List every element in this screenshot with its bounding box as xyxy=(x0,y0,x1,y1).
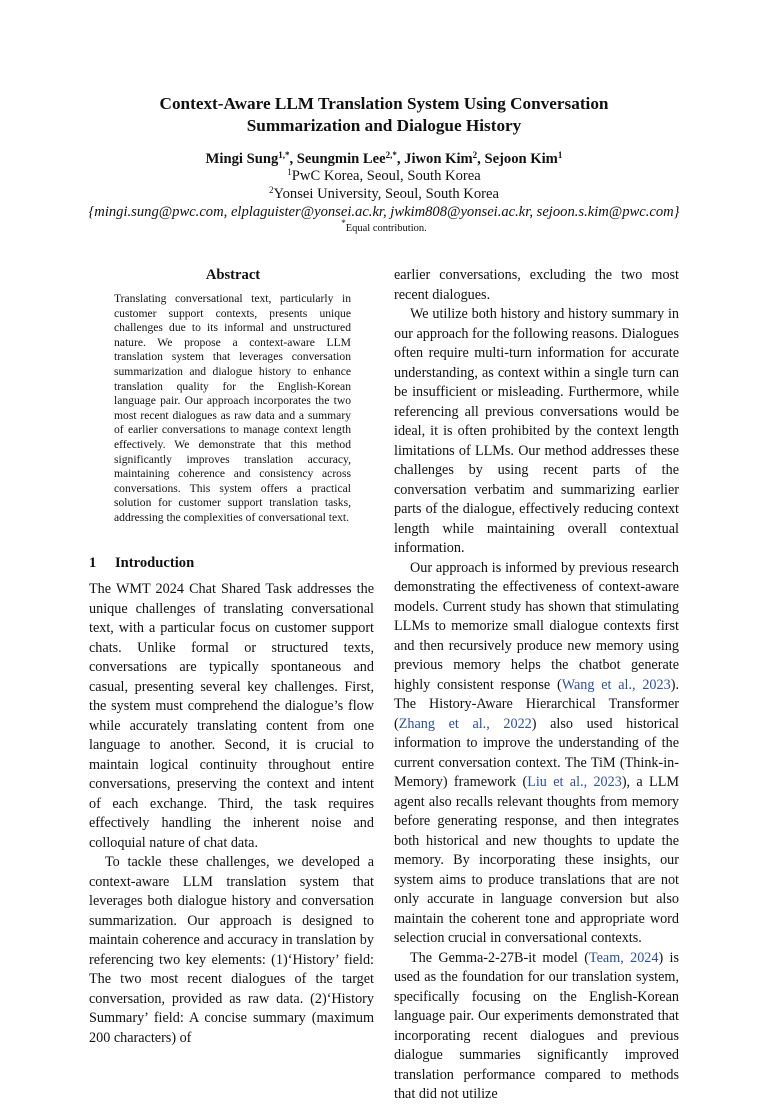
affiliation-1 xyxy=(0,167,768,185)
section-heading-introduction xyxy=(89,554,194,572)
abstract-heading: Abstract xyxy=(205,267,261,283)
intro-paragraph-1: The WMT 2024 Chat Shared Task addresses the unique challenges of translating conversational text, with a particular focus on customer support chats. Unlike formal or structured texts, conversations are typically spontaneous and casual, presenting several key challenges. First, the system must comprehend the dialogue’s flow while accurately translating content from one language to another. Second, it is crucial to maintain logical continuity throughout entire conversations, preserving the context and intent of each exchange. Third, the task requires effectively handling the inherent noise and colloquial nature of chat data. xyxy=(89,581,374,851)
author-list: Mingi Sung$^{1,*}$, Seungmin Lee$^{2,*}$, Jiwon Kim$^2$, Sejoon Kim$^1$ xyxy=(205,150,563,167)
affiliation-mark: 1 xyxy=(287,167,292,178)
citation-link[interactable]: Team, 2024 xyxy=(588,949,659,966)
title-line-2: Summarization and Dialogue History xyxy=(246,115,522,135)
left-column-body xyxy=(89,580,374,1048)
author-mark: 2 xyxy=(472,150,478,161)
paragraph-text: Our approach is informed by previous research demonstrating the effectiveness of context-aware models. Current study has shown that stimulating LLMs to memorize small dialogue contexts first and then recursively produce new memory using previous memory helps the chatbot generate highly consistent response ( xyxy=(394,559,679,693)
author-mark: 1 xyxy=(557,150,563,161)
paragraph-text: ) is used as the foundation for our translation system, specifically focusing on the English-Korean language pair. Our experiments demonstrated that incorporating recent dialogues and previous dialogue summaries significantly improved translation performance compared to methods that did not utilize xyxy=(394,949,679,1102)
affiliation-text: Yonsei University, Seoul, South Korea xyxy=(273,186,499,202)
paragraph-text: ). The History-Aware Hierarchical Transformer ( xyxy=(394,676,679,732)
note-mark: * xyxy=(341,218,346,229)
paragraph-text: The Gemma-2-27B-it model ( xyxy=(410,949,589,966)
author-mark: 2,* xyxy=(385,150,397,161)
title-line-1: Context-Aware LLM Translation System Using Conversation xyxy=(159,94,609,113)
paragraph-text: ), a LLM agent also recalls relevant thoughts from memory before generating response, and then integrates both historical and new thoughts to update the memory. By incorporating these insights, our system aims to produce translations that are not only accurate in language conversion but also maintain the coherent tone and appropriate word selection crucial in conversational contexts. xyxy=(394,774,679,946)
author-mark: 1,* xyxy=(278,150,290,161)
author-name: Seungmin Lee xyxy=(296,151,386,167)
intro-paragraph-2: To tackle these challenges, we developed a context-aware LLM translation system that leverages both dialogue history and conversation summarization. Our approach is designed to maintain coherence and accuracy in translation by referencing two key elements: (1)‘History’ field: The two most recent dialogues of the target conversation, provided as raw data. (2)‘History Summary’ field: A concise summary (maximum 200 characters) of xyxy=(89,854,374,1046)
affiliation-text: PwC Korea, Seoul, South Korea xyxy=(291,168,481,184)
affiliation-2 xyxy=(0,185,768,203)
right-paragraph-4 xyxy=(394,949,679,1105)
author-name: Sejoon Kim xyxy=(484,151,558,167)
citation-link[interactable]: Wang et al., 2023 xyxy=(561,676,671,693)
affiliation-mark: 2 xyxy=(269,185,274,196)
section-title: Introduction xyxy=(115,555,195,571)
paragraph-text: ) also used historical information to improve the understanding of the current conversation context. The TiM (Think-in-Memory) framework ( xyxy=(394,715,679,790)
note-text: Equal contribution. xyxy=(345,223,427,234)
right-paragraph-3 xyxy=(394,559,679,949)
right-column-body xyxy=(394,266,679,1105)
author-name: Jiwon Kim xyxy=(404,151,473,167)
citation-link[interactable]: Zhang et al., 2022 xyxy=(398,715,532,732)
section-number: 1 xyxy=(89,555,97,571)
author-emails: {mingi.sung@pwc.com, elplaguister@yonsei.ac.kr, jwkim808@yonsei.ac.kr, sejoon.s.kim@pwc.com} xyxy=(88,204,680,220)
abstract-text: Translating conversational text, particularly in customer support contexts, presents unique challenges due to its informal and unstructured nature. We propose a context-aware LLM translation system that leverages conversation summarization and dialogue history to enhance translation quality for the English-Korean language pair. Our approach incorporates the two most recent dialogues as raw data and a summary of earlier conversations to manage context length effectively. We demonstrate that this method significantly improves translation accuracy, maintaining coherence and consistency across conversations. This system offers a practical solution for customer support translation tasks, addressing the complexities of conversational text. xyxy=(114,292,351,524)
equal-contribution-note xyxy=(0,218,768,236)
citation-link[interactable]: Liu et al., 2023 xyxy=(527,774,622,790)
right-paragraph-1: earlier conversations, excluding the two most recent dialogues. xyxy=(394,267,679,303)
right-paragraph-2: We utilize both history and history summary in our approach for the following reasons. Dialogues often require multi-turn information for accurate understanding, as context within a single turn can be insufficient or misleading. Furthermore, while referencing all previous conversations would be ideal, it is often prohibited by the context length limitations of LLMs. Our method addresses these challenges by using recent parts of the conversation verbatim and summarizing earlier parts of the dialogue, effectively reducing context length while maintaining overall contextual information. xyxy=(394,306,679,556)
author-name: Mingi Sung xyxy=(205,151,279,167)
paper-title xyxy=(80,93,688,136)
